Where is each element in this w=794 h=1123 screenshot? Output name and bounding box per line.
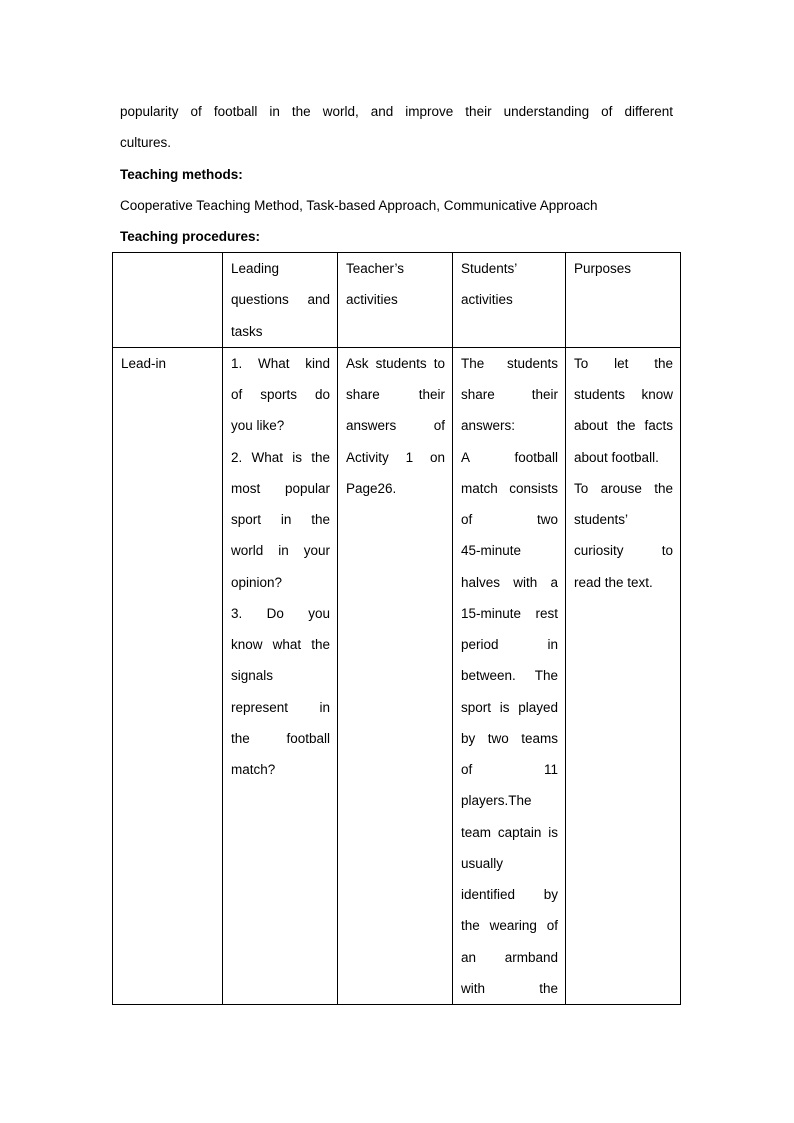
cell-questions [223,347,338,1004]
cell-line: represent in [231,699,330,715]
table-row-lead-in [113,347,681,1004]
table-header-row [113,253,681,348]
cell-line: about the facts [574,418,673,434]
cell-line: identified by [461,887,558,902]
cell-line: team captain is [461,824,558,840]
cell-line: activities [346,292,398,308]
cell-line: usually [461,855,504,871]
cell-line: To arouse the [574,480,673,496]
cell-line: curiosity to [574,543,673,559]
header-cell-purposes [566,253,681,348]
cell-line: most popular [231,480,330,496]
cell-line: 45-minute [461,543,522,559]
cell-line: of two [461,512,558,527]
cell-line: 3. Do you [231,605,330,621]
cell-line: match consists [461,480,558,496]
methods-text: Cooperative Teaching Method, Task-based Approach, Communicative Approach [120,197,598,213]
cell-line: To let the [574,355,673,371]
cell-line: sport in the [231,512,330,527]
cell-line: Lead-in [121,355,167,371]
cell-line: an armband [461,949,558,965]
cell-line: questions and [231,292,330,308]
cell-line: 15-minute rest [461,605,558,621]
header-cell-students [453,253,566,348]
cell-line: between. The [461,668,558,684]
cell-line: 1. What kind [231,355,330,371]
header-cell-teacher [338,253,453,348]
cell-line: Activity 1 on [346,449,445,465]
cell-line: students know [574,387,673,402]
cell-line: the wearing of [461,918,558,934]
cell-line: share their [346,387,445,402]
cell-line: Ask students to [346,355,445,371]
cell-stage [113,347,223,1004]
intro-line: cultures. [120,135,172,151]
cell-line: with the [461,980,558,996]
header-cell-questions [223,253,338,348]
cell-line: Teacher’s [346,261,405,276]
cell-line: Leading [231,261,280,276]
cell-line: sport is played [461,699,558,715]
cell-line: activities [461,292,513,308]
procedures-heading: Teaching procedures: [120,229,261,244]
cell-line: world in your [231,543,330,559]
cell-line: players.The [461,793,532,809]
cell-line: know what the [231,637,330,652]
cell-line: share their [461,387,558,402]
cell-line: opinion? [231,574,283,590]
cell-line: about football. [574,449,659,465]
header-cell-stage [113,253,223,348]
cell-line: The students [461,355,558,371]
cell-line: Page26. [346,480,397,496]
cell-line: answers of [346,418,445,434]
cell-line: match? [231,762,276,777]
intro-line: popularity of football in the world, and improve their understanding of different [120,104,673,119]
cell-line: Purposes [574,261,632,276]
body-text [120,96,673,252]
cell-teacher [338,347,453,1004]
cell-line: the football [231,730,330,746]
cell-line: tasks [231,323,263,339]
cell-line: by two teams [461,730,558,746]
procedures-table [112,252,681,1005]
cell-line: read the text. [574,574,653,590]
cell-line: 2. What is the [231,449,330,465]
cell-line: halves with a [461,574,558,590]
cell-line: Students’ [461,261,518,276]
cell-line: A football [461,449,558,465]
cell-line: of sports do [231,387,330,402]
cell-line: answers: [461,418,516,434]
cell-line: period in [461,637,558,652]
cell-line: signals [231,668,274,684]
cell-line: of 11 [461,762,558,777]
cell-students [453,347,566,1004]
cell-purposes [566,347,681,1004]
cell-line: students’ [574,512,629,527]
methods-heading: Teaching methods: [120,166,243,182]
cell-line: you like? [231,418,285,434]
